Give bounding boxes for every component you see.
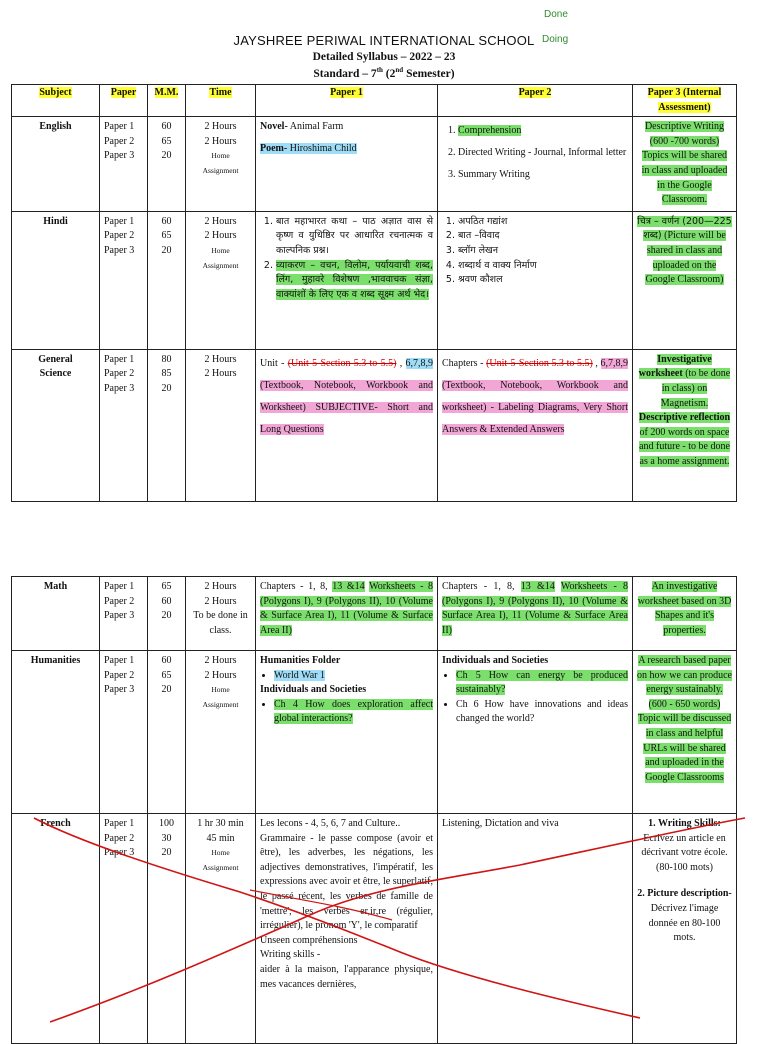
papers-cell: Paper 1 Paper 2 Paper 3	[100, 211, 148, 349]
time-cell: 2 Hours 2 Hours	[186, 349, 256, 501]
french-paper1: Les lecons - 4, 5, 6, 7 and Culture.. Grammaire - le passe compose (avoir et être), les adverbes, les négations, les adjectives demonstratives, l'impératif, les expressions avec avoir et être, le superlatif, le passé récent, les verbes de famille de 'mettre', les verbes er,ir,re (régulier, irrégulier), le pronom 'Y', le comparatif Unseen compréhensions Writing skills - aider à la maison, l'apparance physique, mes vacances dernières,	[256, 814, 438, 1044]
col-paper3: Paper 3 (Internal Assessment)	[633, 85, 737, 117]
standard-line: Standard – 7th (2nd Semester)	[313, 66, 455, 80]
math-paper3: An investigative worksheet based on 3D Shapes and it's properties.	[633, 577, 737, 651]
table-row	[12, 651, 737, 814]
math-paper1: Chapters - 1, 8, 13 &14 Worksheets - 8 (Polygons I), 9 (Polygons II), 10 (Volume & Surface Area I), 11 (Volume & Surface Area II)	[256, 577, 438, 651]
syllabus-title: Detailed Syllabus – 2022 – 23	[312, 51, 456, 63]
hindi-paper2: 1. अपठित गद्यांश 2. बात –विवाद 3. ब्लॉग लेखन 4. शब्दार्थ व वाक्य निर्माण 5. श्रवण कौशल	[438, 211, 633, 349]
subject-humanities: Humanities	[12, 651, 100, 814]
school-name: JAYSHREE PERIWAL INTERNATIONAL SCHOOL	[233, 33, 535, 48]
table-row	[12, 814, 737, 1044]
english-paper2: 1. Comprehension 2. Directed Writing - Journal, Informal letter 3. Summary Writing	[438, 117, 633, 212]
col-subject: Subject	[12, 85, 100, 117]
english-paper3: Descriptive Writing (600 -700 words) Topics will be shared in class and uploaded in the Google Classroom.	[633, 117, 737, 212]
col-mm: M.M.	[148, 85, 186, 117]
marks-cell: 100 30 20	[148, 814, 186, 1044]
math-paper2: Chapters - 1, 8, 13 &14 Worksheets - 8 (Polygons I), 9 (Polygons II), 10 (Volume & Surface Area I), 11 (Volume & Surface Area II)	[438, 577, 633, 651]
done-button[interactable]: Done	[544, 9, 568, 20]
papers-cell: Paper 1 Paper 2 Paper 3	[100, 814, 148, 1044]
science-paper3: Investigative worksheet (to be done in class) on Magnetism. Descriptive reflection of 200 words on space and future - to be done as a home assignment.	[633, 349, 737, 501]
marks-cell: 65 60 20	[148, 577, 186, 651]
humanities-paper3: A research based paper on how we can produce energy sustainably. (600 - 650 words) Topic will be discussed in class and helpful URLs will be shared and uploaded in the Google Classrooms	[633, 651, 737, 814]
subject-english: English	[12, 117, 100, 212]
syllabus-table-1	[11, 84, 737, 502]
time-cell: 2 Hours 2 Hours To be done in class.	[186, 577, 256, 651]
table-header-row	[12, 85, 737, 117]
table-row	[12, 211, 737, 349]
marks-cell: 60 65 20	[148, 211, 186, 349]
marks-cell: 60 65 20	[148, 651, 186, 814]
subject-science: General Science	[12, 349, 100, 501]
papers-cell: Paper 1 Paper 2 Paper 3	[100, 577, 148, 651]
papers-cell: Paper 1 Paper 2 Paper 3	[100, 117, 148, 212]
time-cell: 2 Hours 2 Hours Home Assignment	[186, 117, 256, 212]
science-paper2: Chapters - (Unit-5-Section 5.3 to 5.5) , 6,7,8,9 (Textbook, Notebook, Workbook and worksheet) - Labeling Diagrams, Very Short Answers & Extended Answers	[438, 349, 633, 501]
table-row	[12, 117, 737, 212]
french-paper2: Listening, Dictation and viva	[438, 814, 633, 1044]
doing-button[interactable]: Doing	[542, 34, 569, 45]
humanities-paper2: Individuals and Societies • Ch 5 How can energy be produced sustainably? • Ch 6 How have innovations and ideas changed the world?	[438, 651, 633, 814]
col-paper: Paper	[100, 85, 148, 117]
table-row	[12, 349, 737, 501]
papers-cell: Paper 1 Paper 2 Paper 3	[100, 651, 148, 814]
hindi-paper1: 1. बात महाभारत कथा – पाठ अज्ञात वास से कृष्ण व युधिष्ठिर पर आधारित रचनात्मक व काल्पनिक प्रश्न। 2. व्याकरण – वचन, विलोम, पर्यायवाची शब्द, लिंग, मुहावरे विशेषण ,भाववाचक संज्ञा, वाक्यांशों के लिए एक व शब्द सूक्ष्म अर्थ भेद।	[256, 211, 438, 349]
hindi-paper3: चित्र – वर्णन (200—225 शब्द) (Picture will be shared in class and uploaded on the Google Classroom)	[633, 211, 737, 349]
subject-math: Math	[12, 577, 100, 651]
french-paper3: 1. Writing Skills: Ecrivez un article en décrivant votre école. (80-100 mots) 2. Picture description- Décrivez l'image donnée en 80-100 mots.	[633, 814, 737, 1044]
english-paper1: Novel- Animal Farm Poem- Hiroshima Child	[256, 117, 438, 212]
time-cell: 2 Hours 2 Hours Home Assignment	[186, 211, 256, 349]
science-paper1: Unit - (Unit-5-Section 5.3 to 5.5) , 6,7,8,9 (Textbook, Notebook, Workbook and Worksheet) SUBJECTIVE- Short and Long Questions	[256, 349, 438, 501]
col-paper2: Paper 2	[438, 85, 633, 117]
subject-hindi: Hindi	[12, 211, 100, 349]
time-cell: 1 hr 30 min 45 min Home Assignment	[186, 814, 256, 1044]
time-cell: 2 Hours 2 Hours Home Assignment	[186, 651, 256, 814]
marks-cell: 80 85 20	[148, 349, 186, 501]
subject-french: French	[12, 814, 100, 1044]
table-row	[12, 577, 737, 651]
papers-cell: Paper 1 Paper 2 Paper 3	[100, 349, 148, 501]
humanities-paper1: Humanities Folder • World War 1 Individuals and Societies • Ch 4 How does exploration affect global interactions?	[256, 651, 438, 814]
col-time: Time	[186, 85, 256, 117]
col-paper1: Paper 1	[256, 85, 438, 117]
marks-cell: 60 65 20	[148, 117, 186, 212]
syllabus-table-2	[11, 576, 737, 1044]
